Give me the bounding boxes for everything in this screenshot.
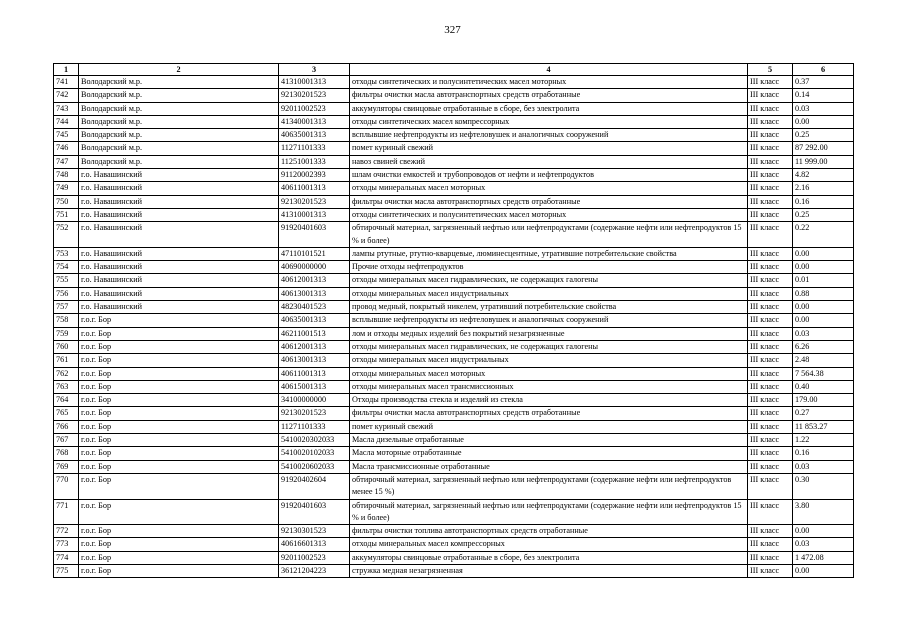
amount-cell: 0.00 [793,314,854,327]
hazard-class-cell: III класс [748,247,793,260]
waste-code-cell: 40613001313 [279,354,350,367]
table-row [54,195,854,208]
table-row [54,407,854,420]
waste-name-cell: аккумуляторы свинцовые отработанные в сборе, без электролита [350,551,748,564]
waste-name-cell: лампы ртутные, ртутно-кварцевые, люминесцентные, утратившие потребительские свойства [350,247,748,260]
row-number-cell: 745 [54,129,79,142]
amount-cell: 0.27 [793,407,854,420]
waste-code-cell: 92130201523 [279,407,350,420]
hazard-class-cell: III класс [748,460,793,473]
waste-name-cell: отходы минеральных масел компрессорных [350,538,748,551]
waste-name-cell: фильтры очистки масла автотранспортных средств отработанные [350,407,748,420]
table-row [54,327,854,340]
row-number-cell: 756 [54,287,79,300]
waste-name-cell: обтирочный материал, загрязненный нефтью или нефтепродуктами (содержание нефти или нефтепродуктов 15 % и более) [350,499,748,525]
hazard-class-cell: III класс [748,208,793,221]
waste-name-cell: аккумуляторы свинцовые отработанные в сборе, без электролита [350,102,748,115]
table-row [54,247,854,260]
waste-name-cell: фильтры очистки масла автотранспортных средств отработанные [350,89,748,102]
waste-code-cell: 5410020602033 [279,460,350,473]
table-row [54,89,854,102]
waste-register-table [53,63,854,578]
page-number: 327 [444,24,461,36]
table-row [54,460,854,473]
hazard-class-cell: III класс [748,195,793,208]
hazard-class-cell: III класс [748,222,793,248]
district-cell: г.о. Навашинский [79,247,279,260]
waste-name-cell: фильтры очистки топлива автотранспортных средств отработанные [350,525,748,538]
hazard-class-cell: III класс [748,354,793,367]
waste-code-cell: 92011002523 [279,551,350,564]
hazard-class-cell: III класс [748,473,793,499]
table-row [54,182,854,195]
row-number-cell: 758 [54,314,79,327]
amount-cell: 0.00 [793,115,854,128]
hazard-class-cell: III класс [748,102,793,115]
district-cell: г.о.г. Бор [79,551,279,564]
waste-name-cell: обтирочный материал, загрязненный нефтью или нефтепродуктами (содержание нефти или нефтепродуктов менее 15 %) [350,473,748,499]
table-row [54,380,854,393]
row-number-cell: 760 [54,340,79,353]
amount-cell: 3.80 [793,499,854,525]
waste-code-cell: 40635001313 [279,314,350,327]
row-number-cell: 741 [54,76,79,89]
waste-code-cell: 47110101521 [279,247,350,260]
amount-cell: 0.16 [793,447,854,460]
waste-name-cell: всплывшие нефтепродукты из нефтеловушек и аналогичных сооружений [350,314,748,327]
district-cell: г.о.г. Бор [79,473,279,499]
district-cell: г.о.г. Бор [79,434,279,447]
amount-cell: 0.00 [793,525,854,538]
district-cell: г.о.г. Бор [79,367,279,380]
waste-code-cell: 40611001313 [279,367,350,380]
waste-code-cell: 92130201523 [279,195,350,208]
table-row [54,394,854,407]
waste-name-cell: Отходы производства стекла и изделий из стекла [350,394,748,407]
hazard-class-cell: III класс [748,115,793,128]
waste-name-cell: отходы синтетических и полусинтетических масел моторных [350,76,748,89]
column-header: 5 [748,64,793,76]
hazard-class-cell: III класс [748,551,793,564]
row-number-cell: 766 [54,420,79,433]
table-row [54,274,854,287]
waste-code-cell: 40611001313 [279,182,350,195]
amount-cell: 0.01 [793,274,854,287]
table-row [54,222,854,248]
waste-code-cell: 91120002393 [279,169,350,182]
district-cell: г.о.г. Бор [79,420,279,433]
table-row [54,287,854,300]
waste-code-cell: 46211001513 [279,327,350,340]
district-cell: Володарский м.р. [79,102,279,115]
hazard-class-cell: III класс [748,564,793,577]
waste-code-cell: 40615001313 [279,380,350,393]
district-cell: г.о. Навашинский [79,301,279,314]
waste-name-cell: фильтры очистки масла автотранспортных средств отработанные [350,195,748,208]
table-row [54,434,854,447]
amount-cell: 2.48 [793,354,854,367]
table-row [54,102,854,115]
table-row [54,169,854,182]
amount-cell: 0.30 [793,473,854,499]
table-row [54,420,854,433]
hazard-class-cell: III класс [748,301,793,314]
row-number-cell: 748 [54,169,79,182]
table-row [54,155,854,168]
amount-cell: 179.00 [793,394,854,407]
amount-cell: 0.25 [793,208,854,221]
amount-cell: 0.03 [793,460,854,473]
waste-code-cell: 40616601313 [279,538,350,551]
row-number-cell: 755 [54,274,79,287]
hazard-class-cell: III класс [748,380,793,393]
district-cell: г.о.г. Бор [79,380,279,393]
table-row [54,473,854,499]
district-cell: г.о. Навашинский [79,274,279,287]
district-cell: Володарский м.р. [79,155,279,168]
waste-name-cell: отходы минеральных масел индустриальных [350,354,748,367]
waste-code-cell: 34100000000 [279,394,350,407]
waste-code-cell: 92130301523 [279,525,350,538]
hazard-class-cell: III класс [748,434,793,447]
row-number-cell: 746 [54,142,79,155]
table-row [54,340,854,353]
row-number-cell: 771 [54,499,79,525]
district-cell: г.о. Навашинский [79,261,279,274]
table-row [54,115,854,128]
waste-code-cell: 91920401603 [279,222,350,248]
amount-cell: 1.22 [793,434,854,447]
waste-name-cell: навоз свиней свежий [350,155,748,168]
table-row [54,525,854,538]
table-row [54,261,854,274]
hazard-class-cell: III класс [748,538,793,551]
amount-cell: 0.00 [793,247,854,260]
row-number-cell: 752 [54,222,79,248]
amount-cell: 0.03 [793,102,854,115]
table-row [54,208,854,221]
amount-cell: 0.03 [793,538,854,551]
amount-cell: 0.40 [793,380,854,393]
row-number-cell: 743 [54,102,79,115]
waste-code-cell: 92130201523 [279,89,350,102]
district-cell: г.о. Навашинский [79,287,279,300]
district-cell: г.о.г. Бор [79,354,279,367]
waste-code-cell: 40635001313 [279,129,350,142]
amount-cell: 0.37 [793,76,854,89]
waste-name-cell: отходы минеральных масел гидравлических, не содержащих галогены [350,340,748,353]
waste-name-cell: отходы минеральных масел трансмиссионных [350,380,748,393]
table-row [54,538,854,551]
row-number-cell: 774 [54,551,79,564]
waste-name-cell: отходы синтетических и полусинтетических масел моторных [350,208,748,221]
column-header: 4 [350,64,748,76]
waste-name-cell: Масла трансмиссионные отработанные [350,460,748,473]
row-number-cell: 765 [54,407,79,420]
hazard-class-cell: III класс [748,447,793,460]
hazard-class-cell: III класс [748,169,793,182]
district-cell: г.о. Навашинский [79,195,279,208]
row-number-cell: 747 [54,155,79,168]
row-number-cell: 775 [54,564,79,577]
hazard-class-cell: III класс [748,261,793,274]
waste-code-cell: 5410020102033 [279,447,350,460]
header-row [54,64,854,76]
district-cell: г.о.г. Бор [79,460,279,473]
district-cell: г.о.г. Бор [79,407,279,420]
row-number-cell: 763 [54,380,79,393]
hazard-class-cell: III класс [748,499,793,525]
row-number-cell: 751 [54,208,79,221]
waste-name-cell: отходы минеральных масел индустриальных [350,287,748,300]
amount-cell: 87 292.00 [793,142,854,155]
hazard-class-cell: III класс [748,155,793,168]
district-cell: Володарский м.р. [79,76,279,89]
district-cell: Володарский м.р. [79,89,279,102]
waste-code-cell: 41310001313 [279,208,350,221]
waste-code-cell: 91920401603 [279,499,350,525]
waste-code-cell: 40612001313 [279,340,350,353]
row-number-cell: 757 [54,301,79,314]
waste-name-cell: шлам очистки емкостей и трубопроводов от нефти и нефтепродуктов [350,169,748,182]
amount-cell: 0.03 [793,327,854,340]
waste-name-cell: отходы минеральных масел гидравлических, не содержащих галогены [350,274,748,287]
table-row [54,447,854,460]
hazard-class-cell: III класс [748,142,793,155]
waste-code-cell: 40690000000 [279,261,350,274]
waste-name-cell: отходы минеральных масел моторных [350,182,748,195]
table-row [54,354,854,367]
waste-name-cell: обтирочный материал, загрязненный нефтью или нефтепродуктами (содержание нефти или нефтепродуктов 15 % и более) [350,222,748,248]
row-number-cell: 764 [54,394,79,407]
waste-name-cell: Масла моторные отработанные [350,447,748,460]
hazard-class-cell: III класс [748,287,793,300]
amount-cell: 7 564.38 [793,367,854,380]
hazard-class-cell: III класс [748,314,793,327]
row-number-cell: 768 [54,447,79,460]
table-row [54,301,854,314]
table-row [54,76,854,89]
district-cell: Володарский м.р. [79,142,279,155]
district-cell: г.о.г. Бор [79,447,279,460]
waste-name-cell: отходы минеральных масел моторных [350,367,748,380]
waste-code-cell: 36121204223 [279,564,350,577]
hazard-class-cell: III класс [748,182,793,195]
district-cell: г.о.г. Бор [79,538,279,551]
waste-code-cell: 41310001313 [279,76,350,89]
waste-name-cell: помет куриный свежий [350,142,748,155]
waste-name-cell: Прочие отходы нефтепродуктов [350,261,748,274]
hazard-class-cell: III класс [748,340,793,353]
amount-cell: 6.26 [793,340,854,353]
row-number-cell: 749 [54,182,79,195]
amount-cell: 1 472.08 [793,551,854,564]
hazard-class-cell: III класс [748,76,793,89]
waste-code-cell: 11251001333 [279,155,350,168]
hazard-class-cell: III класс [748,327,793,340]
hazard-class-cell: III класс [748,274,793,287]
hazard-class-cell: III класс [748,420,793,433]
waste-name-cell: стружка медная незагрязненная [350,564,748,577]
district-cell: г.о. Навашинский [79,208,279,221]
row-number-cell: 772 [54,525,79,538]
waste-name-cell: провод медный, покрытый никелем, утративший потребительские свойства [350,301,748,314]
amount-cell: 0.00 [793,564,854,577]
amount-cell: 2.16 [793,182,854,195]
waste-name-cell: всплывшие нефтепродукты из нефтеловушек и аналогичных сооружений [350,129,748,142]
waste-code-cell: 11271101333 [279,420,350,433]
amount-cell: 0.00 [793,261,854,274]
waste-code-cell: 48230401523 [279,301,350,314]
district-cell: г.о.г. Бор [79,314,279,327]
table-row [54,564,854,577]
column-header: 1 [54,64,79,76]
row-number-cell: 759 [54,327,79,340]
row-number-cell: 753 [54,247,79,260]
waste-code-cell: 91920402604 [279,473,350,499]
amount-cell: 0.00 [793,301,854,314]
waste-name-cell: отходы синтетических масел компрессорных [350,115,748,128]
district-cell: г.о.г. Бор [79,499,279,525]
district-cell: г.о. Навашинский [79,222,279,248]
waste-code-cell: 92011002523 [279,102,350,115]
district-cell: г.о.г. Бор [79,525,279,538]
waste-name-cell: Масла дизельные отработанные [350,434,748,447]
row-number-cell: 761 [54,354,79,367]
waste-code-cell: 40613001313 [279,287,350,300]
hazard-class-cell: III класс [748,407,793,420]
row-number-cell: 762 [54,367,79,380]
column-header: 3 [279,64,350,76]
row-number-cell: 767 [54,434,79,447]
amount-cell: 0.22 [793,222,854,248]
hazard-class-cell: III класс [748,525,793,538]
waste-code-cell: 11271101333 [279,142,350,155]
district-cell: Володарский м.р. [79,129,279,142]
table-row [54,314,854,327]
district-cell: г.о.г. Бор [79,340,279,353]
hazard-class-cell: III класс [748,367,793,380]
hazard-class-cell: III класс [748,394,793,407]
district-cell: г.о.г. Бор [79,394,279,407]
table-body [54,76,854,578]
hazard-class-cell: III класс [748,89,793,102]
waste-code-cell: 41340001313 [279,115,350,128]
amount-cell: 11 853.27 [793,420,854,433]
amount-cell: 0.14 [793,89,854,102]
district-cell: г.о.г. Бор [79,327,279,340]
waste-code-cell: 40612001313 [279,274,350,287]
district-cell: Володарский м.р. [79,115,279,128]
column-header: 6 [793,64,854,76]
district-cell: г.о.г. Бор [79,564,279,577]
table-row [54,142,854,155]
waste-name-cell: лом и отходы медных изделий без покрытий незагрязненные [350,327,748,340]
row-number-cell: 770 [54,473,79,499]
amount-cell: 0.16 [793,195,854,208]
row-number-cell: 769 [54,460,79,473]
amount-cell: 0.25 [793,129,854,142]
amount-cell: 4.82 [793,169,854,182]
row-number-cell: 754 [54,261,79,274]
district-cell: г.о. Навашинский [79,169,279,182]
amount-cell: 0.88 [793,287,854,300]
district-cell: г.о. Навашинский [79,182,279,195]
row-number-cell: 742 [54,89,79,102]
hazard-class-cell: III класс [748,129,793,142]
amount-cell: 11 999.00 [793,155,854,168]
row-number-cell: 750 [54,195,79,208]
waste-name-cell: помет куриный свежий [350,420,748,433]
table-row [54,367,854,380]
row-number-cell: 744 [54,115,79,128]
table-row [54,551,854,564]
table-row [54,129,854,142]
row-number-cell: 773 [54,538,79,551]
column-header: 2 [79,64,279,76]
table-row [54,499,854,525]
waste-code-cell: 5410020302033 [279,434,350,447]
